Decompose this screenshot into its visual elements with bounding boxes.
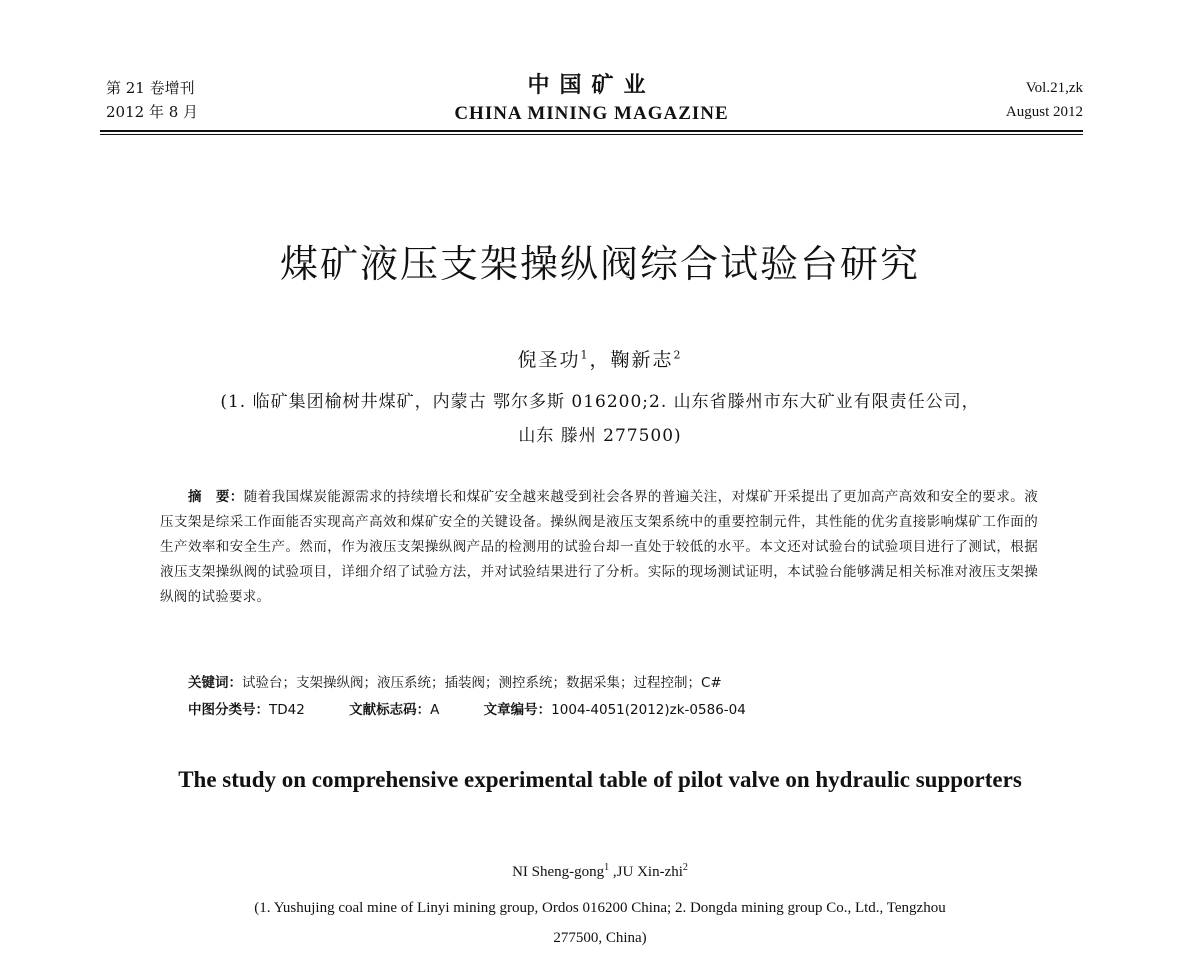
author-1-en-affil: 1 <box>604 862 610 873</box>
affiliation-en-line1: (1. Yushujing coal mine of Linyi mining group, Ordos 016200 China; 2. Dongda mining group Co., Ltd., Tengzhou <box>254 900 946 916</box>
paper-title-cn: 煤矿液压支架操纵阀综合试验台研究 <box>279 242 920 286</box>
header-rule-thin <box>100 134 1083 135</box>
clc-number <box>188 702 305 718</box>
running-header <box>100 73 1083 134</box>
doc-code-label: 文献标志码： <box>349 702 431 718</box>
abstract-label: 摘 要： <box>188 489 244 505</box>
authors-en <box>0 862 1200 881</box>
issue-date: 2012 年 8 月 <box>106 103 199 121</box>
author-2-en-affil: 2 <box>682 862 688 873</box>
clc-value: TD42 <box>269 702 305 718</box>
header-rule-thick <box>100 130 1083 132</box>
author-separator-en: , <box>609 864 617 880</box>
article-number <box>484 702 746 718</box>
author-2-cn-affil: 2 <box>673 348 683 362</box>
author-2-en: JU Xin-zhi <box>616 864 683 880</box>
journal-name-cn: 中国矿业 <box>527 73 656 98</box>
author-2-cn: 鞠新志 <box>610 349 674 371</box>
affiliation-cn <box>130 385 1070 453</box>
affiliation-cn-line1: (1. 临矿集团榆树井煤矿，内蒙古 鄂尔多斯 016200;2. 山东省滕州市东大矿业有限责任公司， <box>220 392 980 412</box>
author-1-cn-affil: 1 <box>580 348 590 362</box>
volume-label-en: Vol.21,zk <box>1025 80 1083 96</box>
abstract-text: 随着我国煤炭能源需求的持续增长和煤矿安全越来越受到社会各界的普遍关注，对煤矿开采提出了更加高产高效和安全的要求。液压支架是综采工作面能否实现高产高效和煤矿安全的关键设备。操纵阀是液压支架系统中的重要控制元件，其性能的优劣直接影响煤矿工作面的生产效率和安全生产。然而，作为液压支架操纵阀产品的检测用的试验台却一直处于较低的水平。本文还对试验台的试验项目进行了测试，根据液压支架操纵阀的试验项目，详细介绍了试验方法，并对试验结果进行了分析。实际的现场测试证明，本试验台能够满足相关标准对液压支架操纵阀的试验要求。 <box>160 489 1038 605</box>
keywords-label: 关键词： <box>188 675 242 691</box>
classification-line <box>188 698 1038 723</box>
journal-name-en: CHINA MINING MAGAZINE <box>454 103 729 124</box>
author-separator-cn: ， <box>589 349 611 371</box>
paper-title-en: The study on comprehensive experimental table of pilot valve on hydraulic supporters <box>178 767 1022 792</box>
volume-label: 第 21 卷增刊 <box>106 79 195 97</box>
clc-label: 中图分类号： <box>188 702 269 718</box>
abstract-cn <box>160 485 1038 610</box>
affiliation-cn-line2: 山东 滕州 277500) <box>518 426 682 446</box>
affiliation-en-line2: 277500, China) <box>553 930 647 946</box>
doc-code-value: A <box>430 702 440 718</box>
keywords-text: 试验台；支架操纵阀；液压系统；插装阀；测控系统；数据采集；过程控制；C# <box>242 675 722 691</box>
authors-cn <box>0 345 1200 372</box>
article-number-value: 1004-4051(2012)zk-0586-04 <box>551 702 746 718</box>
article-number-label: 文章编号： <box>483 702 552 718</box>
journal-name <box>100 72 1083 128</box>
author-1-en: NI Sheng-gong <box>512 864 605 880</box>
document-code <box>349 702 439 718</box>
volume-info-en <box>1006 76 1083 124</box>
affiliation-en <box>130 893 1070 953</box>
keywords-cn <box>188 671 1038 696</box>
issue-date-en: August 2012 <box>1005 104 1083 120</box>
author-1-cn: 倪圣功 <box>517 349 581 371</box>
